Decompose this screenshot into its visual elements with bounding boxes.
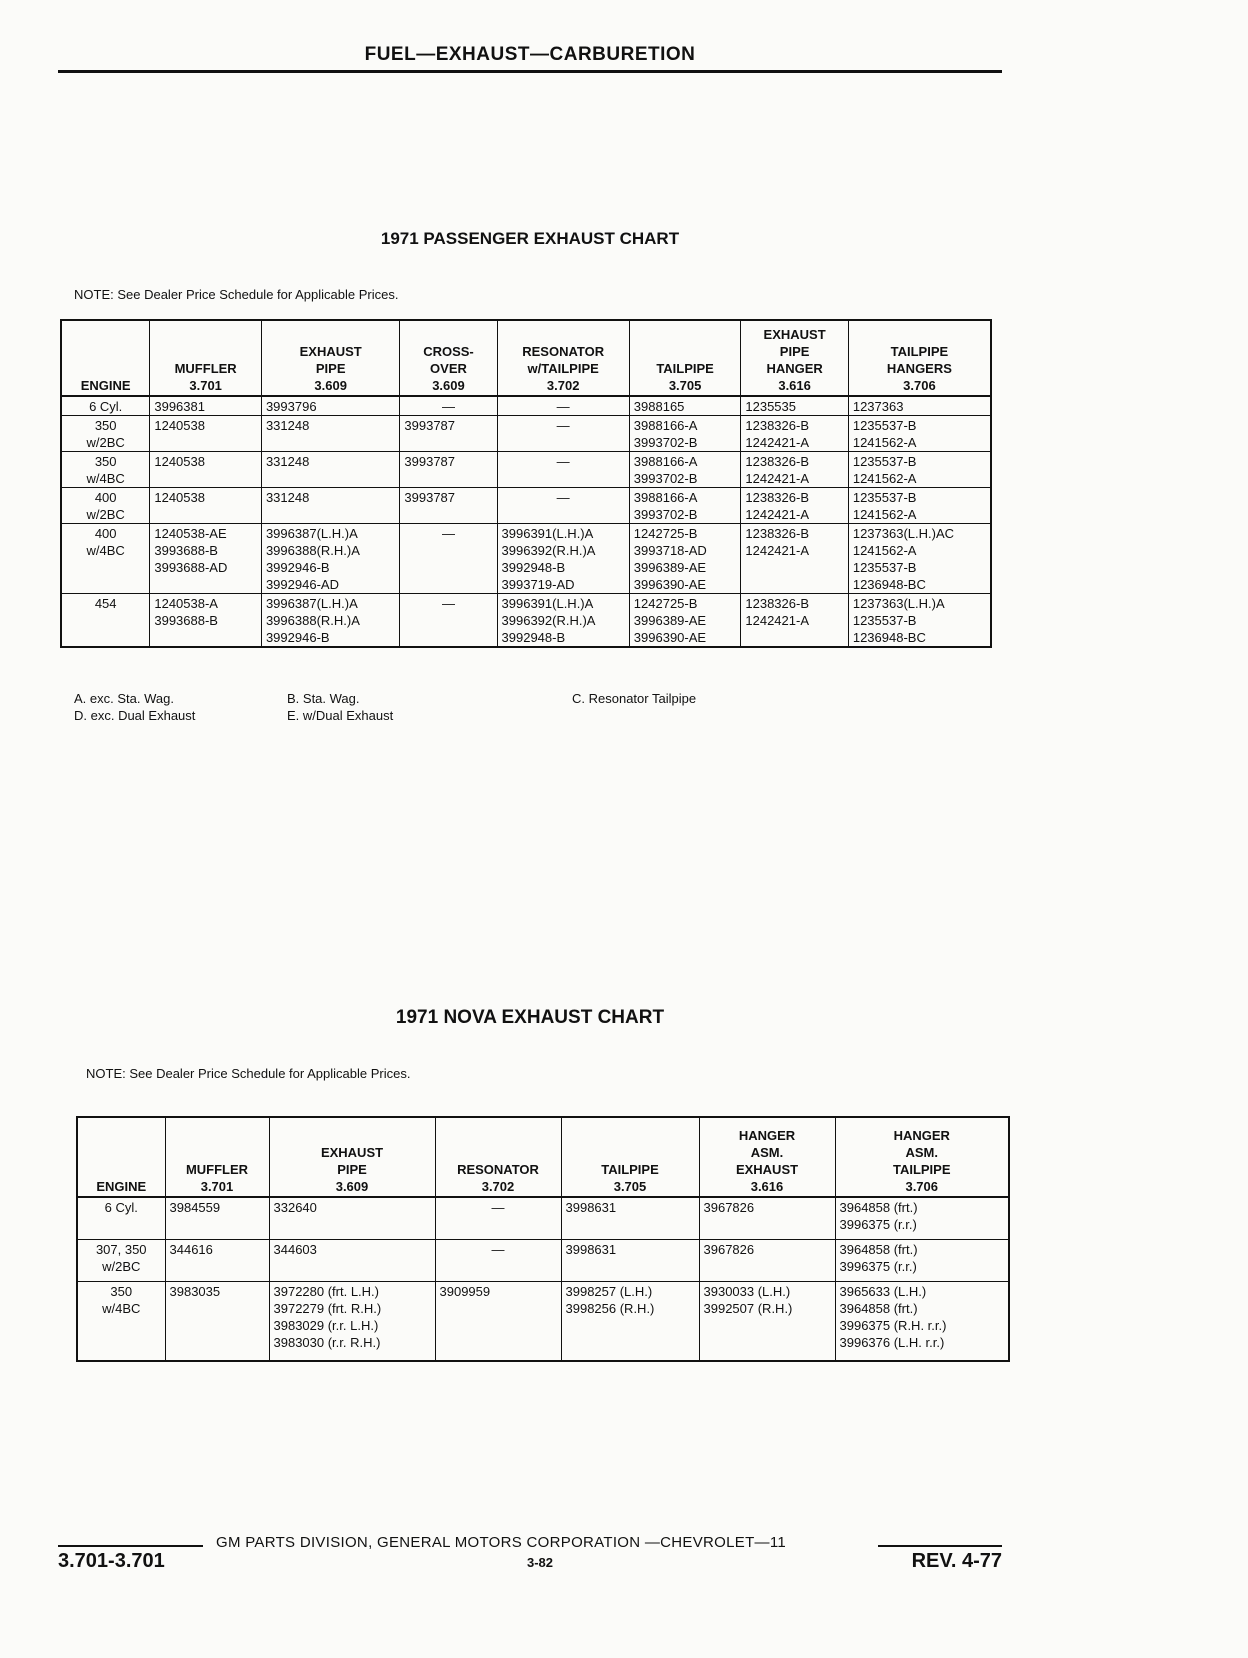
cell-line: 400	[94, 490, 117, 505]
footer-rule-right	[878, 1545, 1002, 1547]
cell-line: 1236948-BC	[852, 630, 926, 645]
cell-line: 3996392(R.H.)A	[501, 543, 596, 558]
table-row	[61, 396, 991, 416]
part-number-cell	[497, 488, 629, 524]
cell-line: 1240538	[154, 418, 205, 433]
cell-line: 3964858 (frt.)	[839, 1200, 918, 1215]
cell-line: 1236948-BC	[852, 577, 926, 592]
cell-line: w/4BC	[86, 471, 125, 486]
column-header-line: PIPE	[315, 361, 346, 376]
cell-line: 3992946-AD	[265, 577, 339, 592]
cell-line: —	[491, 1200, 505, 1215]
column-header	[269, 1117, 435, 1197]
cell-line: 1240538	[154, 454, 205, 469]
cell-line: 1242421-A	[745, 471, 810, 486]
footer-section-number: 3.701-3.701	[58, 1550, 165, 1572]
part-number-cell	[497, 452, 629, 488]
part-number-cell	[400, 524, 497, 594]
cell-line: —	[556, 399, 570, 414]
cell-line: 3996390-AE	[633, 577, 707, 592]
column-header-line: TAILPIPE	[656, 361, 714, 376]
part-number-cell	[261, 524, 399, 594]
cell-line: 3996389-AE	[633, 560, 707, 575]
footer-publisher: GM PARTS DIVISION, GENERAL MOTORS CORPORATION —CHEVROLET—11	[216, 1534, 787, 1551]
cell-line: 1241562-A	[852, 471, 917, 486]
column-header-line: OVER	[430, 361, 467, 376]
column-header	[699, 1117, 835, 1197]
column-header-line: ENGINE	[80, 378, 131, 393]
part-number-cell	[629, 396, 741, 416]
column-header-line: EXHAUST	[763, 327, 826, 342]
cell-line: 3993688-B	[154, 543, 218, 558]
footnote-e: E. w/Dual Exhaust	[287, 708, 394, 723]
column-header-line: PIPE	[779, 344, 810, 359]
cell-line: 454	[94, 596, 117, 611]
cell-line: —	[441, 526, 455, 541]
column-header-line: ASM.	[750, 1145, 784, 1160]
cell-line: 3992946-B	[265, 630, 330, 645]
part-number-cell	[699, 1281, 835, 1361]
cell-line: 307, 350	[95, 1241, 147, 1257]
part-number-cell	[848, 594, 991, 648]
cell-line: 1241562-A	[852, 543, 917, 558]
part-number-cell	[629, 524, 741, 594]
part-number-cell	[741, 452, 848, 488]
column-header	[835, 1117, 1009, 1197]
column-header-line: TAILPIPE	[601, 1162, 659, 1177]
table-row	[61, 488, 991, 524]
cell-line: 3993702-B	[633, 471, 698, 486]
cell-line: 1241562-A	[852, 435, 917, 450]
cell-line: 3964858 (frt.)	[839, 1241, 918, 1257]
table-row	[77, 1281, 1009, 1361]
cell-line: 1238326-B	[745, 490, 810, 505]
cell-line: 344616	[169, 1241, 213, 1257]
column-header-line: 3.702	[546, 378, 580, 393]
cell-line: w/2BC	[86, 507, 125, 522]
cell-line: 1235537-B	[852, 613, 917, 628]
table-row	[77, 1197, 1009, 1239]
table-row	[61, 594, 991, 648]
cell-line: 1235537-B	[852, 560, 917, 575]
table-header-row	[61, 320, 991, 396]
footnote-a: A. exc. Sta. Wag.	[74, 691, 174, 706]
cell-line: 1242421-A	[745, 543, 810, 558]
cell-line: 3993688-AD	[154, 560, 228, 575]
column-header-line: 3.702	[481, 1179, 515, 1194]
cell-line: 331248	[265, 418, 310, 433]
cell-line: 1240538-A	[154, 596, 218, 611]
cell-line: w/2BC	[102, 1258, 141, 1274]
part-number-cell	[150, 396, 262, 416]
column-header-line: PIPE	[337, 1162, 367, 1177]
cell-line: 1237363(L.H.)A	[852, 596, 945, 611]
column-header	[165, 1117, 269, 1197]
part-number-cell	[261, 488, 399, 524]
cell-line: 3993796	[265, 399, 317, 414]
part-number-cell	[150, 416, 262, 452]
cell-line: 3964858 (frt.)	[839, 1300, 918, 1316]
part-number-cell	[561, 1197, 699, 1239]
footnote-d: D. exc. Dual Exhaust	[74, 708, 196, 723]
column-header	[150, 320, 262, 396]
cell-line: 1242725-B	[633, 526, 698, 541]
column-header-line: 3.609	[314, 378, 347, 393]
cell-line: 3992946-B	[265, 560, 330, 575]
header-rule	[58, 70, 1002, 73]
engine-cell	[61, 594, 150, 648]
cell-line: —	[556, 454, 570, 469]
part-number-cell	[435, 1239, 561, 1281]
cell-line: 1235537-B	[852, 490, 917, 505]
column-header-line: HANGER	[893, 1128, 950, 1143]
part-number-cell	[561, 1281, 699, 1361]
cell-line: 1238326-B	[745, 526, 810, 541]
part-number-cell	[629, 452, 741, 488]
cell-line: 3996381	[154, 399, 205, 414]
passenger-chart-footnotes	[74, 691, 774, 727]
column-header-line: CROSS-	[423, 344, 474, 359]
cell-line: 1242421-A	[745, 613, 810, 628]
column-header-line: 3.609	[432, 378, 465, 393]
part-number-cell	[400, 488, 497, 524]
cell-line: 1238326-B	[745, 418, 810, 433]
cell-line: 3996391(L.H.)A	[501, 526, 594, 541]
part-number-cell	[848, 416, 991, 452]
cell-line: 1240538-AE	[154, 526, 227, 541]
part-number-cell	[261, 416, 399, 452]
cell-line: 3996390-AE	[633, 630, 707, 645]
cell-line: 3988166-A	[633, 454, 698, 469]
cell-line: 3930033 (L.H.)	[703, 1283, 791, 1299]
cell-line: 3967826	[703, 1200, 755, 1215]
cell-line: 3996392(R.H.)A	[501, 613, 596, 628]
cell-line: 3983030 (r.r. R.H.)	[273, 1334, 381, 1350]
cell-line: 1235537-B	[852, 418, 917, 433]
cell-line: 331248	[265, 454, 310, 469]
part-number-cell	[261, 396, 399, 416]
part-number-cell	[741, 396, 848, 416]
cell-line: —	[556, 418, 570, 433]
cell-line: 1242725-B	[633, 596, 698, 611]
cell-line: 332640	[273, 1200, 317, 1215]
column-header-line: EXHAUST	[320, 1145, 384, 1160]
cell-line: 1235535	[745, 399, 797, 414]
cell-line: 6 Cyl.	[104, 1200, 138, 1215]
column-header-line: MUFFLER	[174, 361, 237, 376]
cell-line: 3993787	[404, 454, 456, 469]
cell-line: 6 Cyl.	[89, 399, 123, 414]
part-number-cell	[165, 1197, 269, 1239]
cell-line: 3996387(L.H.)A	[265, 526, 358, 541]
part-number-cell	[497, 524, 629, 594]
column-header-line: 3.705	[668, 378, 702, 393]
cell-line: w/4BC	[102, 1300, 141, 1316]
cell-line: 3996389-AE	[633, 613, 707, 628]
engine-cell	[77, 1281, 165, 1361]
engine-cell	[61, 524, 150, 594]
cell-line: 1240538	[154, 490, 205, 505]
cell-line: w/4BC	[86, 543, 125, 558]
part-number-cell	[629, 594, 741, 648]
cell-line: —	[441, 399, 455, 414]
cell-line: 3993787	[404, 418, 456, 433]
table-header-row	[77, 1117, 1009, 1197]
engine-cell	[61, 416, 150, 452]
cell-line: 3996375 (r.r.)	[839, 1258, 917, 1274]
cell-line: w/2BC	[86, 435, 125, 450]
nova-chart-title: 1971 NOVA EXHAUST CHART	[395, 1007, 665, 1028]
cell-line: 3993719-AD	[501, 577, 575, 592]
column-header	[261, 320, 399, 396]
part-number-cell	[261, 594, 399, 648]
part-number-cell	[400, 452, 497, 488]
cell-line: 3993702-B	[633, 507, 698, 522]
cell-line: 3996388(R.H.)A	[265, 543, 360, 558]
part-number-cell	[497, 594, 629, 648]
cell-line: 3993702-B	[633, 435, 698, 450]
column-header	[400, 320, 497, 396]
column-header-line: 3.706	[903, 378, 936, 393]
column-header-line: HANGER	[766, 361, 823, 376]
part-number-cell	[848, 396, 991, 416]
part-number-cell	[835, 1197, 1009, 1239]
cell-line: 3984559	[169, 1200, 221, 1215]
column-header-line: 3.701	[189, 378, 222, 393]
part-number-cell	[561, 1239, 699, 1281]
cell-line: 3998256 (R.H.)	[565, 1300, 655, 1316]
cell-line: 3972280 (frt. L.H.)	[273, 1283, 379, 1299]
column-header-line: TAILPIPE	[892, 1162, 951, 1177]
column-header-line: HANGER	[738, 1128, 796, 1143]
cell-line: —	[556, 490, 570, 505]
column-header	[561, 1117, 699, 1197]
cell-line: 3983035	[169, 1283, 221, 1299]
cell-line: 3988166-A	[633, 490, 698, 505]
cell-line: 3988166-A	[633, 418, 698, 433]
engine-cell	[61, 452, 150, 488]
cell-line: 3993787	[404, 490, 456, 505]
part-number-cell	[699, 1197, 835, 1239]
part-number-cell	[150, 452, 262, 488]
footer-page-number: 3-82	[526, 1555, 554, 1570]
cell-line: 350	[94, 418, 117, 433]
footnote-c: C. Resonator Tailpipe	[572, 691, 697, 706]
passenger-chart-title: 1971 PASSENGER EXHAUST CHART	[380, 229, 680, 248]
cell-line: 1237363(L.H.)AC	[852, 526, 955, 541]
part-number-cell	[848, 524, 991, 594]
table-row	[61, 416, 991, 452]
part-number-cell	[741, 594, 848, 648]
nova-exhaust-table	[76, 1116, 1010, 1362]
part-number-cell	[400, 594, 497, 648]
column-header-line: RESONATOR	[522, 344, 605, 359]
passenger-exhaust-table	[60, 319, 992, 648]
column-header-line: 3.706	[905, 1179, 939, 1194]
cell-line: 3996387(L.H.)A	[265, 596, 358, 611]
part-number-cell	[400, 396, 497, 416]
column-header	[435, 1117, 561, 1197]
cell-line: 3909959	[439, 1283, 491, 1299]
cell-line: 3996391(L.H.)A	[501, 596, 594, 611]
part-number-cell	[629, 416, 741, 452]
cell-line: 350	[110, 1283, 133, 1299]
cell-line: 350	[94, 454, 117, 469]
cell-line: 3992948-B	[501, 560, 566, 575]
part-number-cell	[435, 1281, 561, 1361]
cell-line: 3983029 (r.r. L.H.)	[273, 1317, 379, 1333]
part-number-cell	[835, 1239, 1009, 1281]
part-number-cell	[165, 1281, 269, 1361]
part-number-cell	[435, 1197, 561, 1239]
cell-line: 3996375 (r.r.)	[839, 1217, 917, 1232]
cell-line: 3996388(R.H.)A	[265, 613, 360, 628]
engine-cell	[77, 1239, 165, 1281]
part-number-cell	[165, 1239, 269, 1281]
table-row	[61, 452, 991, 488]
column-header	[741, 320, 848, 396]
column-header	[497, 320, 629, 396]
column-header-line: RESONATOR	[457, 1162, 539, 1177]
cell-line: 1235537-B	[852, 454, 917, 469]
part-number-cell	[261, 452, 399, 488]
cell-line: 400	[94, 526, 117, 541]
cell-line: 1237363	[852, 399, 904, 414]
column-header-line: ENGINE	[96, 1179, 147, 1194]
column-header-line: EXHAUST	[735, 1162, 799, 1177]
part-number-cell	[497, 416, 629, 452]
column-header-line: 3.701	[200, 1179, 234, 1194]
cell-line: 3993688-B	[154, 613, 218, 628]
cell-line: 1242421-A	[745, 435, 810, 450]
column-header	[848, 320, 991, 396]
column-header-line: 3.609	[335, 1179, 369, 1194]
engine-cell	[77, 1197, 165, 1239]
column-header-line: 3.616	[750, 1179, 784, 1194]
part-number-cell	[741, 524, 848, 594]
cell-line: 1241562-A	[852, 507, 917, 522]
footer-revision: REV. 4-77	[911, 1550, 1002, 1572]
engine-cell	[61, 488, 150, 524]
column-header-line: 3.616	[778, 378, 811, 393]
part-number-cell	[741, 416, 848, 452]
table-row	[61, 524, 991, 594]
column-header-line: w/TAILPIPE	[527, 361, 599, 376]
nova-chart-note: NOTE: See Dealer Price Schedule for Applicable Prices.	[86, 1066, 411, 1081]
footnote-b: B. Sta. Wag.	[287, 691, 360, 706]
part-number-cell	[150, 488, 262, 524]
cell-line: 3998631	[565, 1200, 617, 1215]
cell-line: 1238326-B	[745, 596, 810, 611]
cell-line: 3972279 (frt. R.H.)	[273, 1300, 382, 1316]
part-number-cell	[699, 1239, 835, 1281]
part-number-cell	[269, 1239, 435, 1281]
part-number-cell	[629, 488, 741, 524]
cell-line: 3993718-AD	[633, 543, 707, 558]
column-header-line: 3.705	[613, 1179, 647, 1194]
cell-line: 3988165	[633, 399, 685, 414]
engine-cell	[61, 396, 150, 416]
part-number-cell	[269, 1281, 435, 1361]
part-number-cell	[150, 524, 262, 594]
column-header	[61, 320, 150, 396]
footer-rule-left	[58, 1545, 203, 1547]
column-header-line: MUFFLER	[185, 1162, 249, 1177]
part-number-cell	[848, 452, 991, 488]
cell-line: 3965633 (L.H.)	[839, 1283, 927, 1299]
part-number-cell	[269, 1197, 435, 1239]
cell-line: 3992507 (R.H.)	[703, 1300, 793, 1316]
cell-line: 3998631	[565, 1241, 617, 1257]
cell-line: 344603	[273, 1241, 317, 1257]
column-header-line: ASM.	[905, 1145, 938, 1160]
cell-line: 3996376 (L.H. r.r.)	[839, 1334, 945, 1350]
cell-line: 1242421-A	[745, 507, 810, 522]
part-number-cell	[848, 488, 991, 524]
cell-line: —	[491, 1241, 505, 1257]
cell-line: 331248	[265, 490, 310, 505]
column-header-line: EXHAUST	[299, 344, 362, 359]
column-header	[629, 320, 741, 396]
cell-line: 1238326-B	[745, 454, 810, 469]
column-header-line: TAILPIPE	[890, 344, 949, 359]
part-number-cell	[497, 396, 629, 416]
column-header	[77, 1117, 165, 1197]
cell-line: —	[441, 596, 455, 611]
cell-line: 3996375 (R.H. r.r.)	[839, 1317, 947, 1333]
cell-line: 3967826	[703, 1241, 755, 1257]
column-header-line: HANGERS	[886, 361, 952, 376]
part-number-cell	[835, 1281, 1009, 1361]
table-row	[77, 1239, 1009, 1281]
cell-line: 3992948-B	[501, 630, 566, 645]
cell-line: 3998257 (L.H.)	[565, 1283, 653, 1299]
part-number-cell	[400, 416, 497, 452]
passenger-chart-note: NOTE: See Dealer Price Schedule for Applicable Prices.	[74, 287, 399, 302]
page-header: FUEL—EXHAUST—CARBURETION	[364, 44, 696, 65]
part-number-cell	[150, 594, 262, 648]
part-number-cell	[741, 488, 848, 524]
